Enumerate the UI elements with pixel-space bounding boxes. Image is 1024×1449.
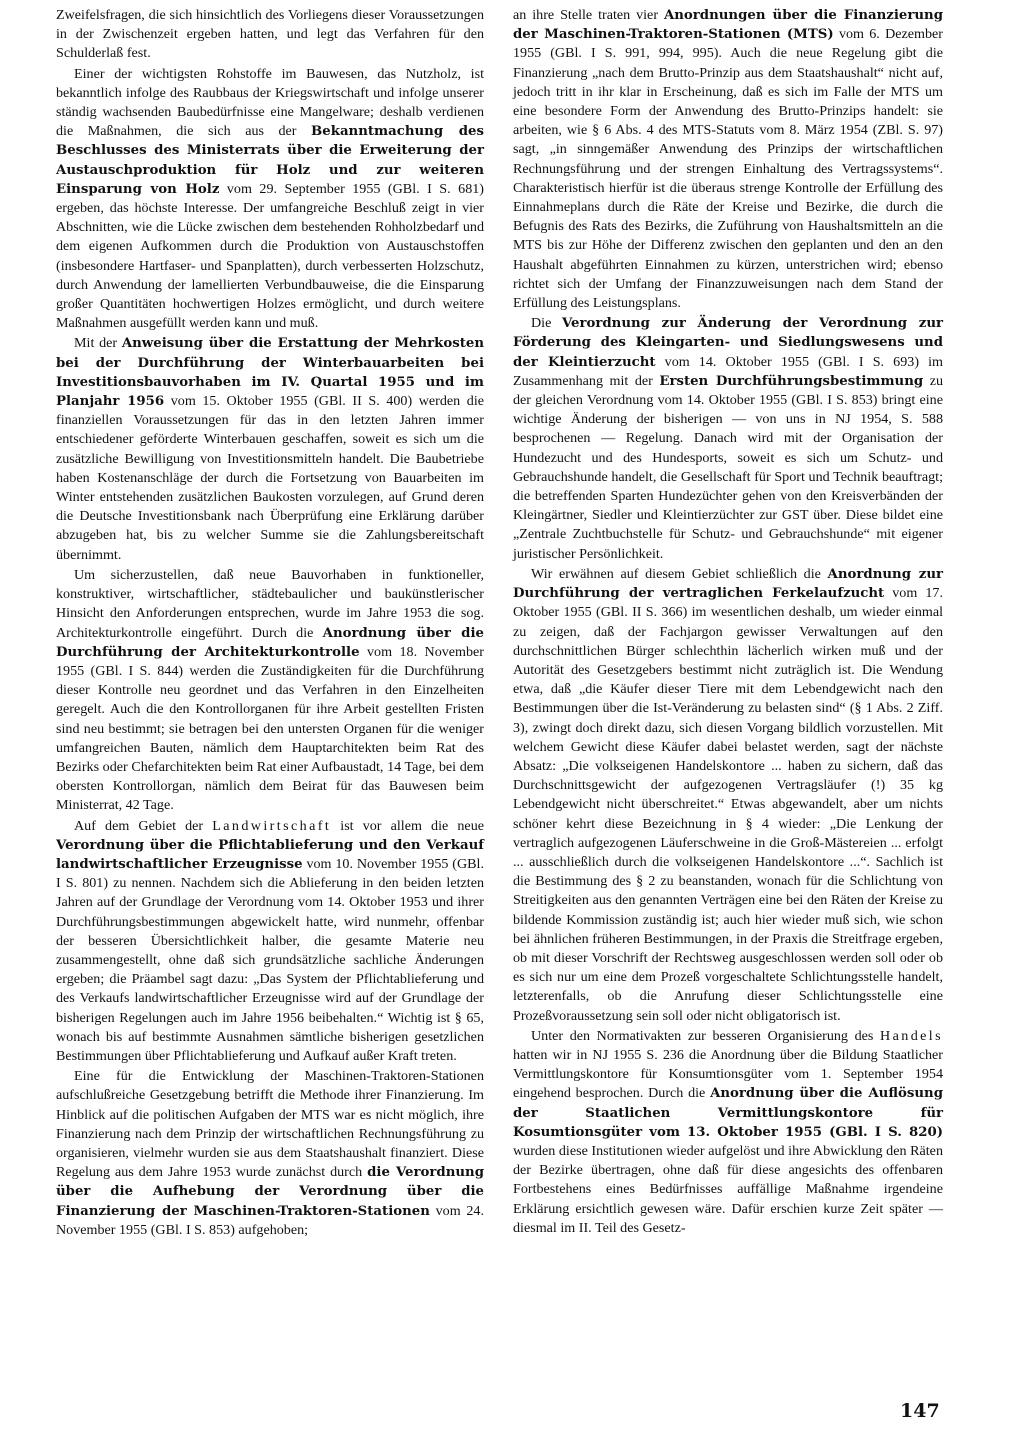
paragraph: Zweifelsfragen, die sich hinsichtlich des Vorliegens dieser Voraussetzungen in der Zwischenzeit ergeben hatten, und legt das Verfahren für den Schulderlaß fest. xyxy=(56,7,484,62)
paragraph xyxy=(513,565,943,1026)
text-run: vom 14. Oktober 1955 (GBl. I S. 693) im Zusammenhang mit der xyxy=(513,353,943,389)
text-run: vom 18. November 1955 (GBl. I S. 844) werden die Zuständigkeiten für die Durchführung dieser Kontrolle neu geordnet und das Verfahren in den Einzelheiten geregelt. Auch die den Kontrollorganen für ihre Arbeit gestellten Fristen sind neu bestimmt; sie betragen bei den untersten Organen für die weniger umfangreichen Bauten, nämlich dem Hauptarchitekten beim Rat des Bezirks oder Chefarchitekten beim Rat einer Aufbaustadt, 14 Tage, bei dem obersten Kontrollorgan, nämlich dem Beirat für das Bauwesen beim Ministerrat, 42 Tage. xyxy=(56,643,484,814)
text-run: zu der gleichen Verordnung vom 14. Oktober 1955 (GBl. I S. 853) bringt eine wichtige Änderung der bisherigen — von uns in NJ 1954, S. 588 besprochenen — Regelung. Danach wird mit der Organisation der Hundezucht und des Hundesports, soweit es sich um Schutz- und Gebrauchshunde handelt, die Gesellschaft für Sport und Technik beauftragt; die betreffenden Sparten Hundezüchter gehen von den Kreisverbänden der Kleingärtner, Siedler und Kleintierzüchter zur GST über. Diese bildet eine „Zentrale Zuchtbuchstelle für Schutz- und Gebrauchshunde“ mit eigener juristischer Persönlichkeit. xyxy=(513,372,943,562)
bold-citation: Anordnung zur Durchführung der vertraglichen Ferkelaufzucht xyxy=(513,566,943,602)
left-column xyxy=(56,6,484,1240)
right-column xyxy=(513,6,943,1238)
text-run: Die xyxy=(531,315,562,332)
text-run: vom 15. Oktober 1955 (GBl. II S. 400) werden die finanziellen Voraussetzungen für das in den letzten Jahren immer entschiedener geförderte Winterbauen geschaffen, soweit es sich um die zusätzliche Bewilligung von Investitionsmitteln handelt. Die Baubetriebe haben Kostenanschläge der durch die Fortsetzung von Bauarbeiten im Winter entstehenden zusätzlichen Baukosten vorzulegen, auf Grund deren die Deutsche Investitionsbank nach Überprüfung eine Erklärung darüber abzugeben hat, bis zu welcher Summe sie die Zahlungsbereitschaft übernimmt. xyxy=(56,393,484,563)
bold-citation: Bekanntmachung des Beschlusses des Ministerrats über die Erweiterung der Austauschproduktion für Holz und zur weiteren Einsparung von Holz xyxy=(56,124,484,197)
bold-citation: Ersten Durchführungsbestimmung xyxy=(659,373,924,389)
bold-citation: Anordnungen über die Finanzierung der Maschinen-Traktoren-Stationen (MTS) xyxy=(513,8,943,43)
paragraph xyxy=(513,314,943,564)
bold-citation: Verordnung über die Pflichtablieferung und den Verkauf landwirtschaftlicher Erzeugnisse xyxy=(56,837,484,872)
text-run: Einer der wichtigsten Rohstoffe im Bauwesen, das Nutzholz, ist bekanntlich infolge des Raubbaus der Kriegswirtschaft und infolge unserer ständig wachsenden Baubedürfnisse eine Mangelware; deshalb verdienen die Maßnahmen, die sich aus der xyxy=(56,65,484,140)
bold-citation: Anordnung über die Durchführung der Architekturkontrolle xyxy=(56,625,484,660)
paragraph xyxy=(56,1067,484,1240)
text-run: ist vor allem die neue xyxy=(331,817,484,834)
text-run: vom 29. September 1955 (GBl. I S. 681) ergeben, das höchste Interesse. Der umfangreiche Beschluß zeigt in vier Abschnitten, wie die Lücke zwischen dem bestehenden Rohholzbedarf und dem eigenen Aufkommen durch die Produktion von Austauschstoffen (insbesondere Hartfaser- und Spanplatten), durch verbesserten Holzschutz, durch Anwendung der lamellierten Verbundbauweise, die die Einsparung großer Quantitäten hochwertigen Holzes ermöglicht, und durch weitere Maßnahmen ausgefüllt werden kann und muß. xyxy=(56,180,484,332)
text-run: Mit der xyxy=(74,335,122,352)
bold-citation: Anweisung über die Erstattung der Mehrkosten bei der Durchführung der Winterbauarbeiten bei Investitionsbauvorhaben im IV. Quartal 1955 und im Planjahr 1956 xyxy=(56,336,485,410)
text-run: an ihre Stelle traten vier xyxy=(513,7,664,23)
text-run: vom 24. November 1955 (GBl. I S. 853) aufgehoben; xyxy=(56,1202,484,1238)
text-run: vom 17. Oktober 1955 (GBl. II S. 366) im wesentlichen deshalb, um wieder einmal zu zeigen, daß der Fachjargon gewisser Verwaltungen auf den durchschnittlichen Bürger schlechthin lächerlich wirken muß und der Autorität des Gesetzgebers bestimmt nicht zuträglich ist. Die Wendung etwa, daß „die Käufer dieser Tiere mit dem Lebendgewicht nach den Bestimmungen über die Ist-Veränderung zu belasten sind“ (§ 1 Abs. 2 Ziff. 3), zwingt doch direkt dazu, sich diesen Vorgang bildlich vorzustellen. Mit welchem Gewicht diese Käufer dabei belastet werden, sagt der nächste Absatz: „Die volkseigenen Handelskontore ... haben zu sichern, daß das Durchschnittsgewicht der aufgezogenen Vertragsläufer (!) 35 kg Lebendgewicht nicht überschreitet.“ Etwas abgewandelt, aber um nichts schöner kehrt diese Bezeichnung in § 4 wieder: „Die Lenkung der vertraglich aufgezogenen Läuferschweine in die Groß-Mästereien ... erfolgt ... ausschließlich durch die volkseigenen Handelskontore ...“. Sachlich ist die Bestimmung des § 2 zu beanstanden, wonach für die Schlichtung von Streitigkeiten aus den genannten Verträgen eine bei den Räten der Kreise zu bildende Kommission zuständig ist; auch hier wieder muß sich, wie schon bei ähnlichen früheren Bestimmungen, in der Praxis die Streitfrage ergeben, ob mit dieser Vorschrift der Rechtsweg ausgeschlossen werden soll oder ob es sich nur um eine dem Prozeß vorgeschaltete Schlichtungsstelle handelt, letzterenfalls, ob die Anrufung dieser Schlichtungsstelle eine Prozeßvoraussetzung sein soll oder nicht obligatorisch ist. xyxy=(513,585,943,1024)
page-number: 147 xyxy=(900,1400,940,1422)
paragraph xyxy=(513,6,943,313)
spaced-term: Landwirtschaft xyxy=(212,817,332,834)
paragraph xyxy=(56,817,484,1067)
text-run: wurden diese Institutionen wieder aufgelöst und ihre Abwicklung den Räten der Bezirke übertragen, ohne daß für diese angesichts des offenbaren Fortbestehens eines Bedürfnisses auffällige Maßnahme irgendeine Erklärung ersichtlich gewesen wäre. Dafür erschien kurze Zeit später — diesmal im II. Teil des Gesetz- xyxy=(513,1142,943,1236)
paragraph xyxy=(56,65,484,334)
text-run: Eine für die Entwicklung der Maschinen-Traktoren-Stationen aufschlußreiche Gesetzgebung betrifft die Methode ihrer Finanzierung. Im Hinblick auf die politischen Aufgaben der MTS war es nicht möglich, ihre Finanzierung nach dem Prinzip der wirtschaftlichen Rechnungsführung zu organisieren, vielmehr wurden sie aus dem Staatshaushalt finanziert. Diese Regelung aus dem Jahre 1953 wurde zunächst durch xyxy=(56,1068,484,1181)
bold-citation: die Verordnung über die Aufhebung der Verordnung über die Finanzierung der Maschinen-Traktoren-Stationen xyxy=(56,1165,484,1219)
text-run: vom 10. November 1955 (GBl. I S. 801) zu nennen. Nachdem sich die Ablieferung in den beiden letzten Jahren auf der Grundlage der Verordnung vom 14. Oktober 1953 und ihrer Durchführungsbestimmungen abgewickelt hatte, wird nunmehr, offenbar der besseren Übersichtlichkeit halber, die gesamte Materie neu zusammengestellt, ohne daß sich grundsätzliche sachliche Änderungen ergeben; die Präambel sagt dazu: „Das System der Pflichtablieferung und des Verkaufs landwirtschaftlicher Erzeugnisse wird auf der Grundlage der bisherigen Regelungen auch im Jahre 1956 beibehalten.“ Wichtig ist § 65, wonach bis auf bestimmte Ausnahmen sämtliche bisherigen gesetzlichen Bestimmungen über Pflichtablieferung und Aufkauf außer Kraft treten. xyxy=(56,855,485,1064)
paragraph xyxy=(56,334,484,564)
paragraph xyxy=(56,566,484,816)
bold-citation: Verordnung zur Änderung der Verordnung zur Förderung des Kleingarten- und Siedlungswesens und der Kleintierzucht xyxy=(513,316,944,370)
paragraph xyxy=(513,1027,943,1238)
text-run: hatten wir in NJ 1955 S. 236 die Anordnung über die Bildung Staatlicher Vermittlungskontore für Konsumtionsgüter vom 1. September 1954 eingehend besprochen. Durch die xyxy=(513,1046,943,1102)
text-run: Auf dem Gebiet der xyxy=(74,817,213,834)
text-run: Um sicherzustellen, daß neue Bauvorhaben in funktioneller, konstruktiver, wirtschaftlicher, städtebaulicher und baukünstlerischer Hinsicht den Anforderungen entsprechen, wurde im Jahre 1953 die sog. Architekturkontrolle eingeführt. Durch die xyxy=(56,566,484,641)
text-run: Wir erwähnen auf diesem Gebiet schließlich die xyxy=(531,565,828,582)
bold-citation: Anordnung über die Auflösung der Staatlichen Vermittlungskontore für Kosumtionsgüter vom 13. Oktober 1955 (GBl. I S. 820) xyxy=(513,1086,943,1140)
text-run: Unter den Normativakten zur besseren Organisierung des xyxy=(531,1027,881,1044)
text-run: vom 6. Dezember 1955 (GBl. I S. 991, 994, 995). Auch die neue Regelung gibt die Finanzierung „nach dem Brutto-Prinzip aus dem Staatshaushalt“ nicht auf, jedoch tritt in ihr klar in Erscheinung, daß es sich im Falle der MTS um eine besondere Form der Anwendung des Brutto-Prinzips handelt: sie arbeiten, wie § 6 Abs. 4 des MTS-Statuts vom 8. März 1954 (ZBl. S. 97) sagt, „in sinngemäßer Anwendung des Prinzips der wirtschaftlichen Rechnungsführung und der strengen Einhaltung des Vertragssystems“. Charakteristisch hierfür ist die überaus strenge Kontrolle der Erfüllung des Einnahmeplans durch die Räte der Kreise und Bezirke, die durch die Befugnis des Rats des Bezirks, die Zuführung von Haushaltsmitteln an die MTS bis zur Höhe der Differenz zwischen den geplanten und den an den Haushalt abgeführten Einnahmen zu kürzen, unterstrichen wird; ebenso richtet sich der Umfang der Finanzzuweisungen nach dem Stand der Erfüllung des Leistungsplans. xyxy=(513,26,943,312)
spaced-term: Handels xyxy=(880,1027,943,1044)
